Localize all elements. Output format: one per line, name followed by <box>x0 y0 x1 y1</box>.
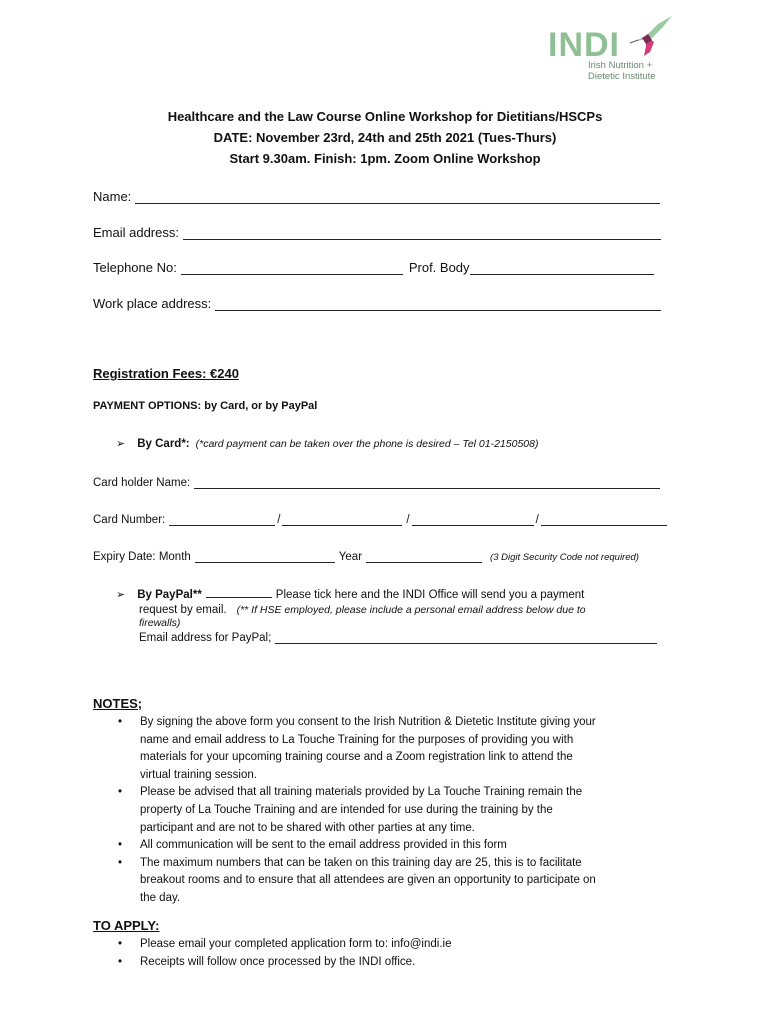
paypal-tick-line[interactable] <box>206 587 272 598</box>
expiry-year-line[interactable] <box>366 550 482 563</box>
email-line[interactable] <box>183 225 661 240</box>
note-line: All communication will be sent to the email address provided in this form <box>140 839 507 852</box>
workplace-label: Work place address: <box>93 296 212 311</box>
note-line: The maximum numbers that can be taken on this training day are 25, this is to facilitate <box>140 856 582 869</box>
workplace-field[interactable] <box>93 296 661 311</box>
paypal-text2: request by email. <box>139 604 227 616</box>
telephone-label: Telephone No: <box>93 260 177 275</box>
note-line: participant and are not to be shared with other parties at any time. <box>140 821 475 834</box>
paypal-note2: firewalls) <box>139 617 181 629</box>
hummingbird-icon <box>628 12 676 58</box>
title-line2: DATE: November 23rd, 24th and 25th 2021 (Tues-Thurs) <box>213 130 557 145</box>
paypal-note1: (** If HSE employed, please include a personal email address below due to <box>236 604 586 616</box>
list-item <box>118 714 678 784</box>
card-number-sep: / <box>406 514 410 526</box>
note-line: materials for your upcoming training course and a Zoom registration link to attend the <box>140 751 573 764</box>
paypal-email-label: Email address for PayPal; <box>139 632 272 644</box>
apply-list <box>118 936 678 971</box>
title-line3: Start 9.30am. Finish: 1pm. Zoom Online Workshop <box>229 151 541 166</box>
arrow-bullet-icon: ➢ <box>116 589 126 601</box>
list-item <box>118 784 678 837</box>
workplace-line[interactable] <box>215 296 661 311</box>
security-note: (3 Digit Security Code not required) <box>490 552 639 563</box>
note-line: By signing the above form you consent to the Irish Nutrition & Dietetic Institute giving your <box>140 716 596 728</box>
card-number-label: Card Number: <box>93 514 166 526</box>
bullet-icon: • <box>118 955 123 968</box>
bullet-icon: • <box>118 856 123 869</box>
list-item <box>118 855 678 908</box>
expiry-field[interactable] <box>93 550 639 563</box>
bullet-icon: • <box>118 786 123 799</box>
card-label: By Card*: <box>137 438 190 450</box>
notes-heading: NOTES; <box>93 696 143 711</box>
logo-subtitle <box>588 60 656 82</box>
card-number-sep: / <box>535 514 539 526</box>
list-item <box>118 936 678 954</box>
expiry-year-label: Year <box>338 551 363 563</box>
arrow-bullet-icon: ➢ <box>116 438 126 450</box>
paypal-label: By PayPal** <box>137 589 202 601</box>
expiry-month-label: Expiry Date: Month <box>93 551 191 563</box>
card-note: (*card payment can be taken over the phone is desired – Tel 01-2150508) <box>195 438 539 450</box>
note-line: the day. <box>140 891 181 904</box>
card-holder-field[interactable] <box>93 476 660 489</box>
notes-list <box>118 714 678 908</box>
prof-body-label: Prof. Body <box>408 260 470 275</box>
card-holder-label: Card holder Name: <box>93 477 191 489</box>
note-line: name and email address to La Touche Training for the purposes of providing you with <box>140 733 574 746</box>
expiry-month-line[interactable] <box>195 550 335 563</box>
card-option <box>116 437 538 450</box>
bullet-icon: • <box>118 839 123 852</box>
card-number-sep: / <box>277 514 281 526</box>
telephone-line[interactable] <box>181 260 403 275</box>
indi-logo <box>548 12 688 84</box>
email-label: Email address: <box>93 225 179 240</box>
note-line: Please be advised that all training materials provided by La Touche Training remain the <box>140 786 583 799</box>
card-number-seg1[interactable] <box>169 513 275 526</box>
logo-text: INDI <box>548 26 620 64</box>
email-field[interactable] <box>93 225 661 240</box>
bullet-icon: • <box>118 938 123 950</box>
apply-line: Please email your completed application form to: info@indi.ie <box>140 938 452 950</box>
prof-body-line[interactable] <box>470 260 654 275</box>
card-number-field[interactable] <box>93 513 667 526</box>
card-number-seg3[interactable] <box>412 513 534 526</box>
card-number-seg2[interactable] <box>282 513 402 526</box>
payment-options-heading: PAYMENT OPTIONS: by Card, or by PayPal <box>93 400 318 412</box>
list-item <box>118 837 678 855</box>
paypal-text1: Please tick here and the INDI Office will send you a payment <box>275 589 585 601</box>
list-item <box>118 954 678 972</box>
name-label: Name: <box>93 189 132 204</box>
registration-fees: Registration Fees: €240 <box>93 366 239 381</box>
document-title <box>0 106 770 169</box>
name-field[interactable] <box>93 189 660 204</box>
paypal-email-field[interactable] <box>116 631 676 644</box>
note-line: breakout rooms and to ensure that all attendees are given an opportunity to participate on <box>140 874 596 887</box>
logo-subtitle-line2: Dietetic Institute <box>588 71 656 82</box>
paypal-email-line[interactable] <box>275 631 657 644</box>
card-number-seg4[interactable] <box>541 513 667 526</box>
note-line: virtual training session. <box>140 768 257 781</box>
card-holder-line[interactable] <box>194 476 660 489</box>
to-apply-heading: TO APPLY: <box>93 918 160 933</box>
bullet-icon: • <box>118 716 123 728</box>
title-line1: Healthcare and the Law Course Online Workshop for Dietitians/HSCPs <box>167 109 603 124</box>
telephone-field[interactable] <box>93 260 654 275</box>
name-line[interactable] <box>135 189 660 204</box>
logo-subtitle-line1: Irish Nutrition + <box>588 60 653 71</box>
note-line: property of La Touche Training and are intended for use during the training by the <box>140 803 553 816</box>
apply-line: Receipts will follow once processed by the INDI office. <box>140 955 416 968</box>
paypal-option <box>116 587 676 644</box>
